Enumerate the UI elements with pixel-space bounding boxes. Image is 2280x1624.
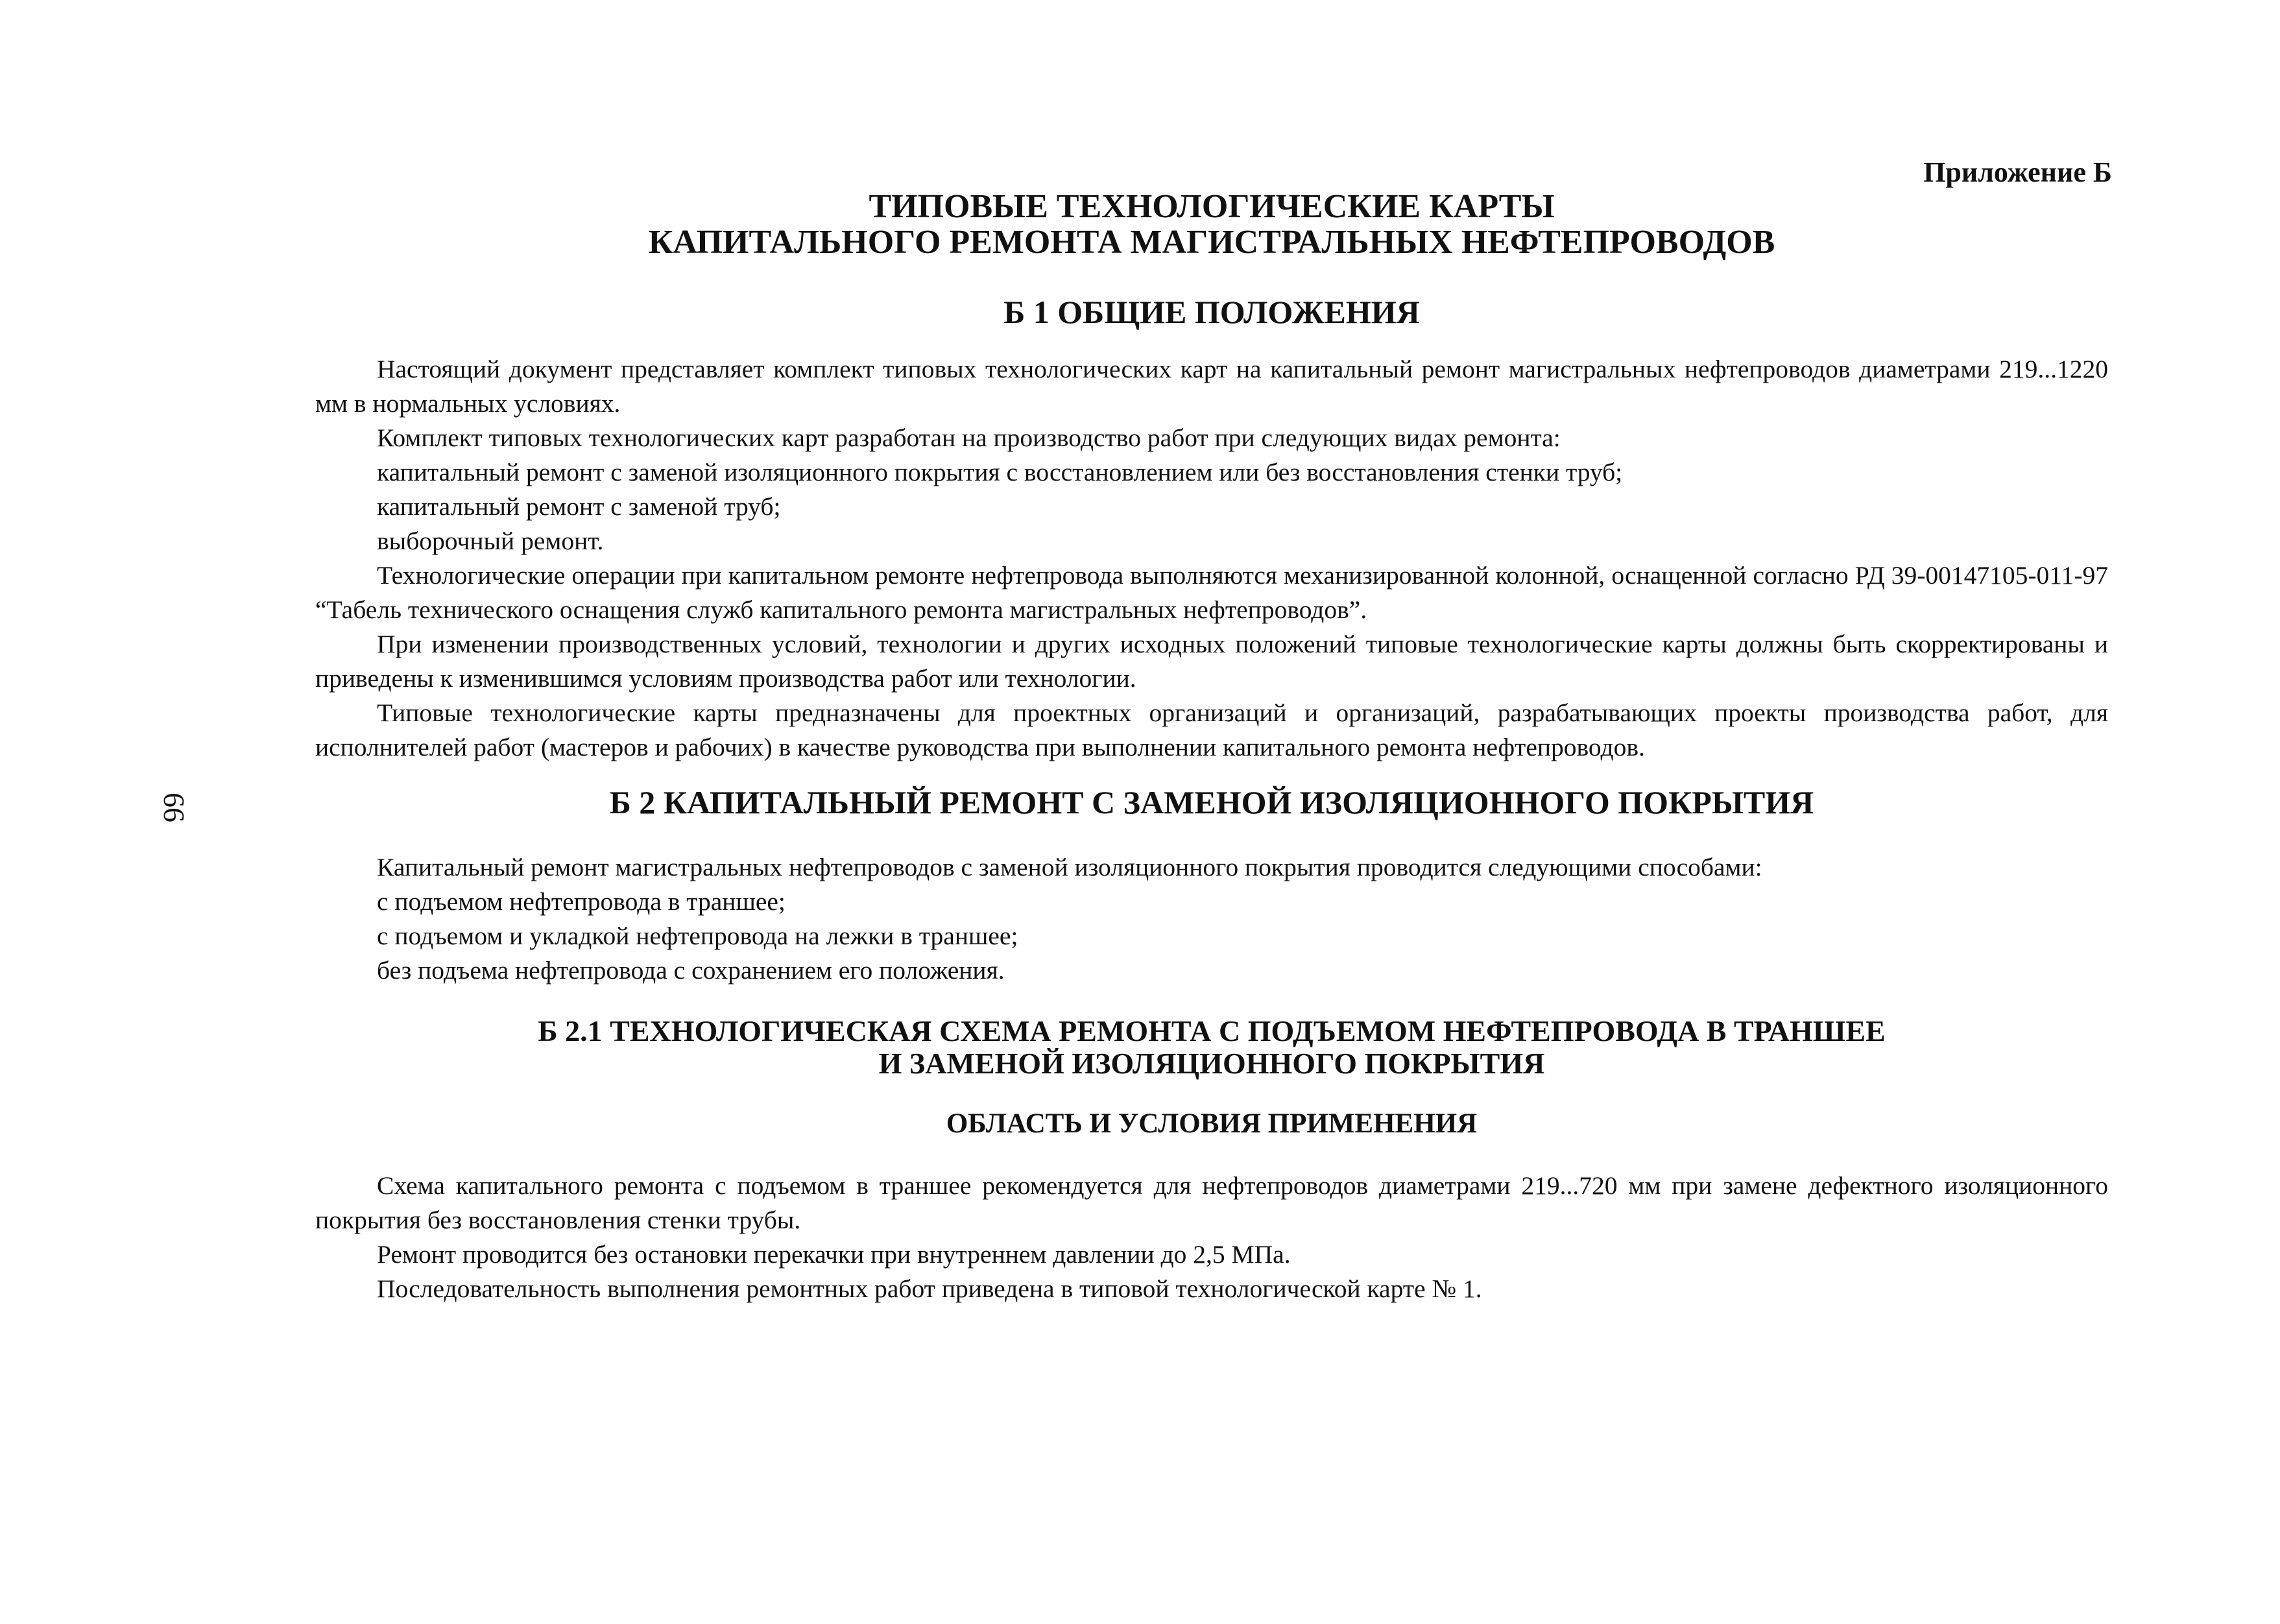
section-b1-heading: Б 1 ОБЩИЕ ПОЛОЖЕНИЯ [1003, 294, 1420, 331]
list-item: выборочный ремонт. [377, 527, 604, 556]
list-item: капитальный ремонт с заменой труб; [377, 492, 781, 521]
section-b21-heading [315, 1015, 2108, 1079]
paragraph: Ремонт проводится без остановки перекачки при внутреннем давлении до 2,5 МПа. [377, 1240, 1291, 1269]
list-item: с подъемом нефтепровода в траншее; [377, 887, 786, 916]
appendix-label: Приложение Б [1923, 156, 2112, 188]
title-line-1: ТИПОВЫЕ ТЕХНОЛОГИЧЕСКИЕ КАРТЫ [869, 188, 1555, 225]
paragraph: Технологические операции при капитальном ремонте нефтепровода выполняются механизированной колонной, оснащенной согласно РД 39-00147105-011-97 “Табель технического оснащения служб капитального ремонта магистральных нефтепроводов”. [315, 561, 2108, 625]
list-item: без подъема нефтепровода с сохранением его положения. [377, 956, 1005, 985]
paragraph: Типовые технологические карты предназначены для проектных организаций и организаций, разрабатывающих проекты производства работ, для исполнителей работ (мастеров и рабочих) в качестве руководства при выполнении капитального ремонта нефтепроводов. [315, 699, 2108, 762]
list-item: капитальный ремонт с заменой изоляционного покрытия с восстановлением или без восстановления стенки труб; [377, 458, 1623, 487]
section-b2-body [315, 850, 2108, 988]
section-b21-body [315, 1169, 2108, 1306]
section-b21-heading-line-1: Б 2.1 ТЕХНОЛОГИЧЕСКАЯ СХЕМА РЕМОНТА С ПОДЪЕМОМ НЕФТЕПРОВОДА В ТРАНШЕЕ [538, 1014, 1886, 1048]
section-b1-body [315, 352, 2108, 765]
document-body [315, 189, 2108, 1306]
page-number: 66 [158, 793, 191, 822]
section-b2-heading: Б 2 КАПИТАЛЬНЫЙ РЕМОНТ С ЗАМЕНОЙ ИЗОЛЯЦИОННОГО ПОКРЫТИЯ [609, 784, 1814, 821]
paragraph: Комплект типовых технологических карт разработан на производство работ при следующих видах ремонта: [377, 424, 1561, 453]
paragraph: Настоящий документ представляет комплект типовых технологических карт на капитальный ремонт магистральных нефтепроводов диаметрами 219...1220 мм в нормальных условиях. [315, 355, 2108, 418]
list-item: с подъемом и укладкой нефтепровода на лежки в траншее; [377, 922, 1018, 951]
paragraph: Капитальный ремонт магистральных нефтепроводов с заменой изоляционного покрытия проводится следующими способами: [377, 853, 1762, 882]
paragraph: Последовательность выполнения ремонтных работ приведена в типовой технологической карте № 1. [377, 1274, 1482, 1304]
paragraph: При изменении производственных условий, технологии и других исходных положений типовые технологические карты должны быть скорректированы и приведены к изменившимся условиям производства работ или технологии. [315, 630, 2108, 693]
section-b21-subheading: ОБЛАСТЬ И УСЛОВИЯ ПРИМЕНЕНИЯ [946, 1108, 1478, 1139]
document-title [315, 189, 2108, 260]
paragraph: Схема капитального ремонта с подъемом в траншее рекомендуется для нефтепроводов диаметрами 219...720 мм при замене дефектного изоляционного покрытия без восстановления стенки трубы. [315, 1171, 2108, 1235]
section-b21-heading-line-2: И ЗАМЕНОЙ ИЗОЛЯЦИОННОГО ПОКРЫТИЯ [878, 1046, 1545, 1080]
title-line-2: КАПИТАЛЬНОГО РЕМОНТА МАГИСТРАЛЬНЫХ НЕФТЕПРОВОДОВ [648, 223, 1775, 261]
